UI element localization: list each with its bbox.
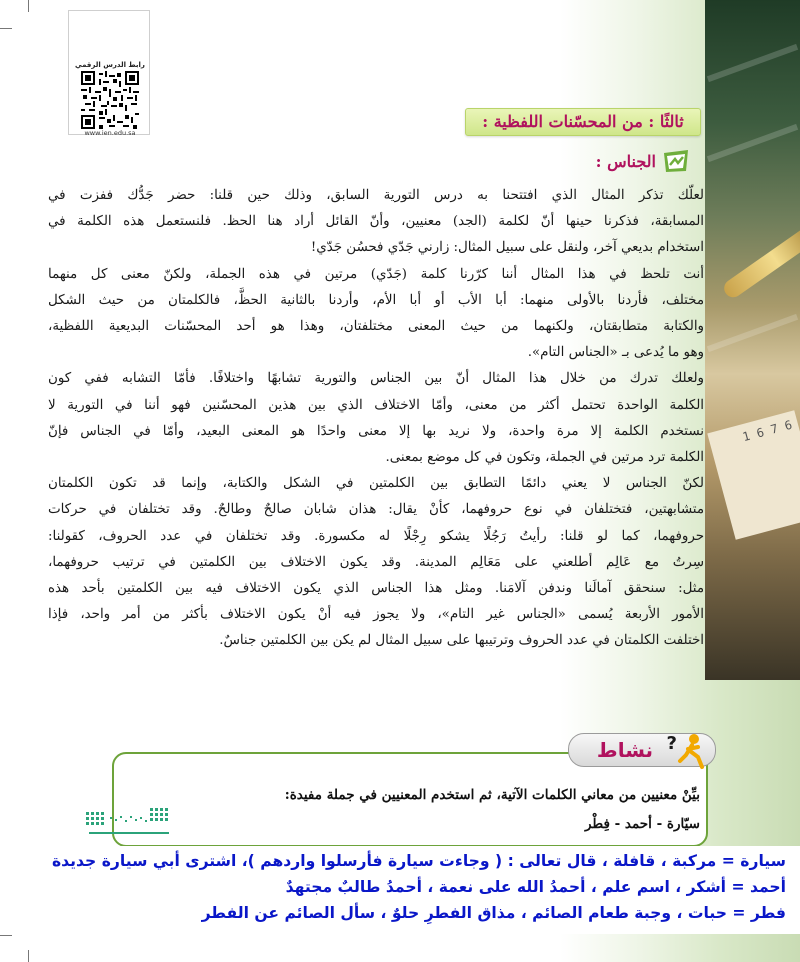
section-heading (465, 108, 701, 136)
qr-url: www.ien.edu.sa (84, 129, 136, 137)
activity-label: نشاط (596, 738, 654, 762)
body-line: استخدام بديعي آخر، ولنقل على سبيل المثال: زارني جَدّي فحسُن جَدّي! (310, 240, 704, 256)
body-line: ولعلك تدرك من خلال هذا المثال أنّ بين الجناس والتورية تشابهًا واختلافًا. فأمّا التشابه ففي كون (48, 371, 704, 387)
sub-heading (560, 148, 690, 174)
paper-arrow-icon (662, 149, 690, 173)
body-text (48, 183, 704, 655)
crop-mark (28, 950, 29, 962)
answer-line: فطر = حبات ، وجبة طعام الصائم ، مذاق الفطرِ حلوٌ ، سأل الصائم عن الفطر (201, 904, 786, 922)
body-line: لعلّك تذكر المثال الذي افتتحنا به درس التورية السابق، وذلك حين قلنا: حضر جَدُّك ففزت في (48, 188, 704, 203)
paper-digits: 6 7 6 1 (741, 417, 794, 445)
body-line: المسابقة، فذكرنا حينها أنّ لكلمة (الجد) معنيين، وأنّ القائل أراد هنا الحظ. فلنستعمل هذه الكلمة في (48, 214, 704, 230)
body-line: نستخدم الكلمة إلا مرة واحدة، ولا نريد بها إلا معنى واحدًا هو المعنى البعيد، وأمّا في الجناس فإنّ (48, 423, 704, 439)
paper-image (707, 410, 800, 540)
activity-words: سيّارة - أحمد - فِطْر (584, 816, 700, 832)
body-line: والكتابة متطابقتان، ولكنهما من حيث المعنى مختلفتان، وهذا هو أحد المحسّنات البديعية اللفظية، (48, 319, 704, 335)
qr-code-box[interactable] (68, 10, 150, 135)
body-line: وهو ما يُدعى بـ «الجناس التام». (527, 345, 704, 361)
crop-mark (0, 935, 12, 936)
decorative-photo (705, 0, 800, 680)
ministry-logo-icon (84, 806, 176, 840)
body-line: الكلمة ترد مرتين في الجملة، وتكون في كل موضع بمعنى. (385, 450, 704, 466)
qr-caption: رابط الدرس الرقمي (75, 61, 145, 69)
body-line: لكنّ الجناس لا يعني دائمًا التطابق بين الكلمتين في الشكل والكتابة، وإنما قد تكون الكلمتان (48, 476, 704, 492)
crop-mark (28, 0, 29, 12)
body-line: حروفهما، كما لو قلنا: رأيتُ رَجُلًا يشكو رِجْلًا له مكسورة. وقد تختلفان في عدد الحروف، كقولنا: (48, 528, 704, 544)
body-line: الكلمة الواحدة تحتمل أكثر من معنى، وأمّا الاختلاف الذي بين هذين المحسّنين فهو أننا في التورية لا (48, 397, 704, 413)
activity-question: بيِّنْ معنيين من معاني الكلمات الآتية، ثم استخدم المعنيين في جملة مفيدة: (284, 787, 700, 803)
answer-line: أحمد = أشكر ، اسم علم ، أحمدُ الله على نعمة ، أحمدُ طالبٌ مجتهدٌ (285, 878, 786, 896)
body-line: متشابهتين، فتختلفان في نوع حروفهما، كأنْ يقال: هذان شابان صالحٌ وطالحٌ. وقد تختلفان في حركات (48, 502, 704, 518)
body-line: سِرتُ مع عَالِم أطلعني على مَعَالِم المدينة. وقد يكون الاختلاف بين الكلمتين في ترتيب حروفهما، (48, 554, 704, 570)
body-line: اختلفت الكلمتان في عدد الحروف وترتيبها على سبيل المثال لم يكن بين الكلمتين جناسٌ. (219, 633, 704, 649)
body-line: الأمور الأربعة يُسمى «الجناس غير التام»، ولا يجوز فيه أنْ يكون الاختلاف بأكثر من أمر واحد، فإذا (48, 607, 704, 623)
svg-text:?: ? (666, 733, 677, 754)
body-line: مختلف، فأردنا بالأولى منهما: أبا الأب أو أبا الأم، وأردنا بالثانية الحظَّ، فالكلمتان من حيث الشكل (48, 292, 704, 308)
answer-overlay (52, 846, 800, 934)
qr-code-icon[interactable] (81, 71, 139, 129)
running-figure-question-icon (666, 731, 712, 771)
fountain-pen-image (721, 217, 800, 301)
body-line: مثل: سنحقق آمالَنا وندفن آلامَنا. ومثل هذا الجناس الذي يكون الاختلاف فيه بين الكلمتين بأحد هذه (48, 581, 704, 597)
answer-line: سيارة = مركبة ، قافلة ، قال تعالى : ( وجاءت سيارة فأرسلوا واردهم )، اشترى أبي سيارة جديدة (51, 852, 786, 870)
sub-heading-text: الجناس : (595, 151, 656, 171)
body-line: أنت تلحظ في هذا المثال أننا كرّرنا كلمة (جَدّي) مرتين في هذه الجملة، ولكنّ معنى كل منهما (48, 266, 704, 282)
crop-mark (0, 28, 12, 29)
section-heading-text: ثالثًا : من المحسّنات اللفظية : (482, 112, 684, 131)
